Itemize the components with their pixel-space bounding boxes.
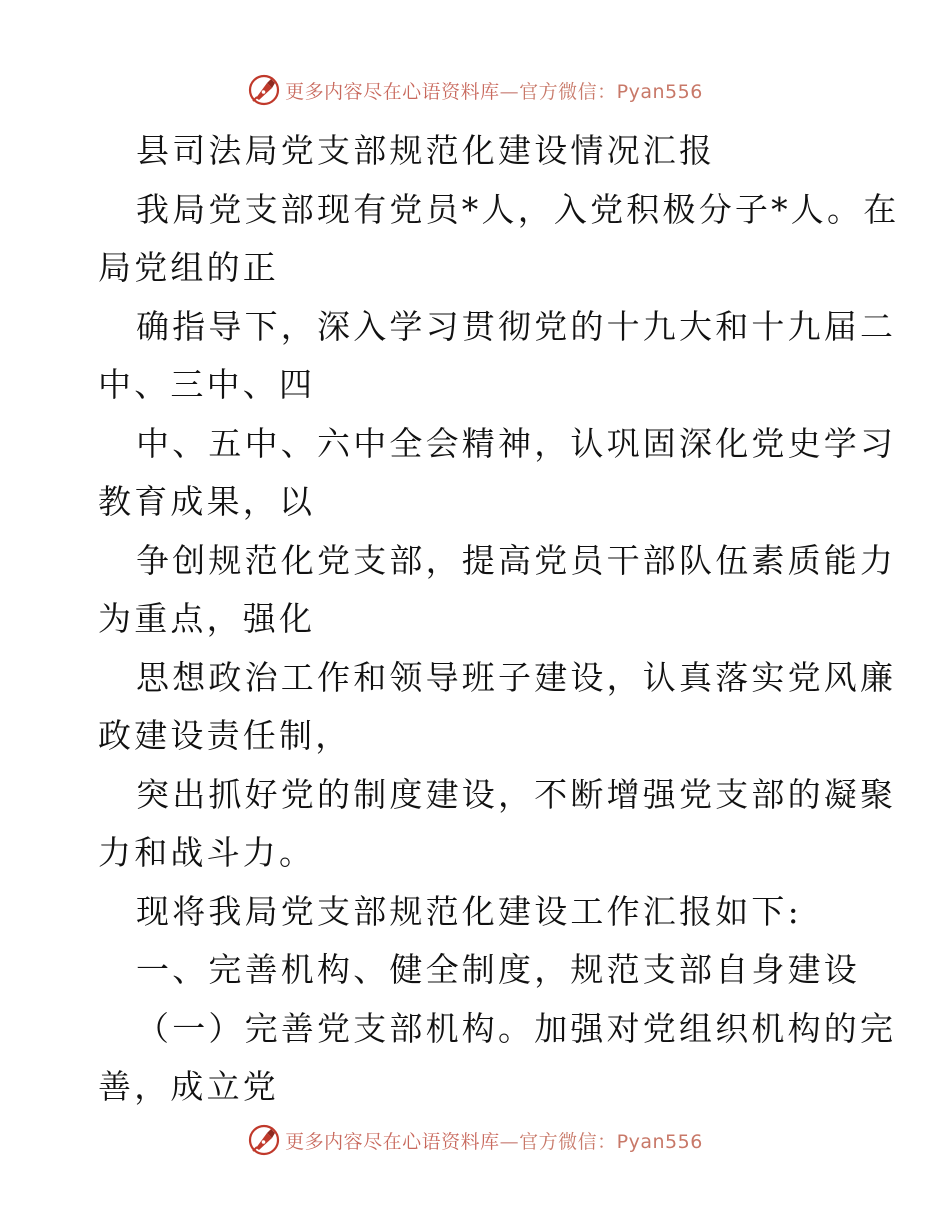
watermark-main-text: 更多内容尽在心语资料库 xyxy=(285,80,500,103)
paragraph-line: 争创规范化党支部，提高党员干部队伍素质能力 xyxy=(136,540,897,580)
watermark-separator: — xyxy=(499,1130,520,1153)
paragraph-line: 思想政治工作和领导班子建设，认真落实党风廉 xyxy=(136,657,897,697)
paragraph-line: 中、三中、四 xyxy=(98,365,316,404)
paragraph-line: 我局党支部现有党员*人，入党积极分子*人。在 xyxy=(136,189,900,229)
section-heading: 一、完善机构、健全制度，规范支部自身建设 xyxy=(136,950,860,989)
paragraph-line: 教育成果，以 xyxy=(98,482,316,521)
fountain-pen-nib-icon xyxy=(247,1123,281,1157)
watermark-separator: — xyxy=(499,80,520,103)
watermark-banner-top xyxy=(0,70,950,110)
watermark-wechat-text: 官方微信：Pyan556 xyxy=(519,1130,703,1153)
paragraph-line: 为重点，强化 xyxy=(98,599,316,638)
fountain-pen-nib-icon xyxy=(247,73,281,107)
watermark-wechat-text: 官方微信：Pyan556 xyxy=(519,80,703,103)
paragraph-line: 现将我局党支部规范化建设工作汇报如下: xyxy=(136,891,802,931)
document-body xyxy=(98,122,900,1117)
paragraph-line: 政建设责任制， xyxy=(98,716,352,755)
watermark-main-text: 更多内容尽在心语资料库 xyxy=(285,1130,500,1153)
paragraph-line: 力和战斗力。 xyxy=(98,833,316,872)
watermark-banner-bottom xyxy=(0,1120,950,1160)
paragraph-line: 局党组的正 xyxy=(98,248,279,287)
paragraph-line: 善，成立党 xyxy=(98,1067,279,1106)
document-title: 县司法局党支部规范化建设情况汇报 xyxy=(136,131,716,170)
paragraph-line: 确指导下，深入学习贯彻党的十九大和十九届二 xyxy=(136,306,897,346)
paragraph-line: 中、五中、六中全会精神，认巩固深化党史学习 xyxy=(136,423,897,463)
subsection-heading: （一）完善党支部机构。加强对党组织机构的完 xyxy=(136,1008,897,1048)
paragraph-line: 突出抓好党的制度建设，不断增强党支部的凝聚 xyxy=(136,774,897,814)
